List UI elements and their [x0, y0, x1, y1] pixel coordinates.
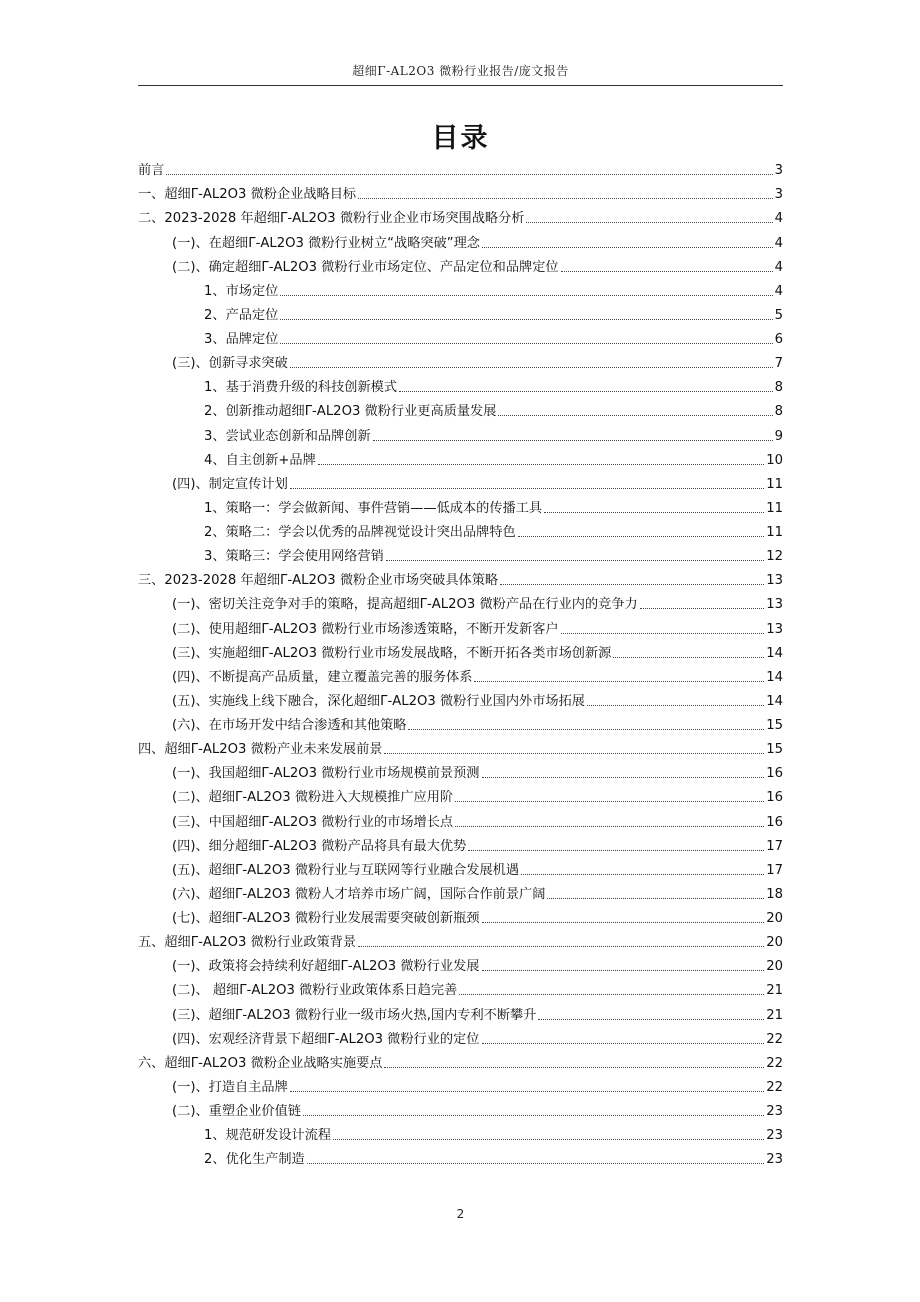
toc-dot-leader	[538, 1019, 764, 1020]
toc-entry-title: (二)、超细Γ-AL2O3 微粉进入大规模推广应用阶	[172, 790, 454, 806]
toc-entry[interactable]	[138, 833, 783, 857]
toc-entry-title: (五)、实施线上线下融合，深化超细Γ-AL2O3 微粉行业国内外市场拓展	[172, 693, 585, 709]
toc-dot-leader	[386, 560, 764, 561]
toc-dot-leader	[482, 247, 773, 248]
toc-entry[interactable]	[138, 688, 783, 712]
toc-entry-page: 15	[766, 742, 783, 758]
toc-entry[interactable]	[138, 1146, 783, 1170]
toc-entry[interactable]	[138, 1026, 783, 1050]
toc-dot-leader	[384, 753, 764, 754]
page-number: 2	[456, 1207, 465, 1221]
toc-entry[interactable]	[138, 857, 783, 881]
toc-entry-title: (一)、在超细Γ-AL2O3 微粉行业树立“战略突破”理念	[172, 235, 480, 251]
toc-entry-page: 13	[766, 573, 783, 589]
header-divider	[138, 85, 783, 86]
toc-entry-page: 4	[774, 259, 783, 275]
toc-entry[interactable]	[138, 422, 783, 446]
toc-entry[interactable]	[138, 1122, 783, 1146]
toc-dot-leader	[290, 1091, 764, 1092]
toc-entry-page: 7	[774, 356, 783, 372]
table-of-contents	[138, 157, 783, 1170]
toc-dot-leader	[280, 343, 772, 344]
toc-dot-leader	[384, 1067, 764, 1068]
page-title: 目录	[431, 123, 490, 154]
toc-entry[interactable]	[138, 254, 783, 278]
toc-entry[interactable]	[138, 1074, 783, 1098]
toc-entry[interactable]	[138, 157, 783, 181]
toc-entry[interactable]	[138, 664, 783, 688]
toc-dot-leader	[373, 440, 773, 441]
toc-dot-leader	[468, 850, 764, 851]
toc-dot-leader	[500, 584, 764, 585]
toc-dot-leader	[613, 657, 764, 658]
toc-dot-leader	[547, 898, 764, 899]
toc-entry-page: 11	[766, 500, 783, 516]
toc-entry-page: 17	[766, 862, 783, 878]
toc-entry-title: (二)、重塑企业价值链	[172, 1104, 301, 1119]
toc-entry-page: 11	[766, 525, 783, 540]
toc-dot-leader	[526, 222, 772, 223]
toc-entry-title: (三)、创新寻求突破	[172, 356, 288, 372]
toc-entry-page: 13	[766, 621, 783, 637]
toc-entry-title: (六)、超细Γ-AL2O3 微粉人才培养市场广阔，国际合作前景广阔	[172, 886, 546, 902]
toc-entry-title: (五)、超细Γ-AL2O3 微粉行业与互联网等行业融合发展机遇	[172, 862, 520, 878]
toc-entry-title: 3、策略三：学会使用网络营销	[204, 549, 384, 565]
toc-entry[interactable]	[138, 736, 783, 760]
toc-entry[interactable]	[138, 519, 783, 543]
toc-dot-leader	[280, 295, 772, 296]
toc-entry-page: 18	[766, 886, 783, 902]
toc-entry-title: (一)、打造自主品牌	[172, 1079, 288, 1095]
toc-dot-leader	[482, 970, 765, 971]
toc-dot-leader	[498, 415, 772, 416]
toc-dot-leader	[455, 826, 764, 827]
toc-entry-page: 8	[774, 404, 783, 420]
toc-entry-page: 22	[766, 1079, 783, 1095]
toc-entry-title: 2、创新推动超细Γ-AL2O3 微粉行业更高质量发展	[204, 404, 497, 420]
toc-entry[interactable]	[138, 1050, 783, 1074]
toc-dot-leader	[561, 271, 773, 272]
toc-entry-page: 15	[766, 718, 783, 733]
toc-entry-title: 1、市场定位	[204, 283, 279, 299]
toc-entry-page: 4	[774, 283, 783, 299]
toc-dot-leader	[333, 1139, 764, 1140]
toc-entry-title: 2、产品定位	[204, 307, 279, 323]
toc-dot-leader	[587, 705, 764, 706]
toc-entry-page: 16	[766, 814, 783, 830]
toc-entry-title: (二)、 超细Γ-AL2O3 微粉行业政策体系日趋完善	[172, 983, 458, 999]
toc-entry-page: 20	[766, 935, 783, 951]
toc-entry-title: (三)、实施超细Γ-AL2O3 微粉行业市场发展战略，不断开拓各类市场创新源	[172, 645, 612, 661]
toc-entry-page: 23	[766, 1104, 783, 1119]
toc-entry[interactable]	[138, 760, 783, 784]
toc-entry[interactable]	[138, 953, 783, 977]
toc-entry-title: 3、品牌定位	[204, 332, 279, 347]
toc-dot-leader	[290, 488, 764, 489]
toc-entry[interactable]	[138, 977, 783, 1001]
toc-entry-title: 1、规范研发设计流程	[204, 1128, 332, 1144]
toc-entry[interactable]	[138, 615, 783, 639]
toc-entry-title: (二)、确定超细Γ-AL2O3 微粉行业市场定位、产品定位和品牌定位	[172, 259, 559, 275]
toc-entry[interactable]	[138, 1001, 783, 1025]
toc-entry[interactable]	[138, 398, 783, 422]
toc-entry[interactable]	[138, 350, 783, 374]
toc-entry[interactable]	[138, 808, 783, 832]
toc-dot-leader	[318, 464, 764, 465]
toc-entry-title: 二、2023-2028 年超细Γ-AL2O3 微粉行业企业市场突围战略分析	[138, 211, 525, 227]
toc-entry-title: 五、超细Γ-AL2O3 微粉行业政策背景	[138, 935, 357, 951]
toc-dot-leader	[358, 198, 773, 199]
toc-dot-leader	[459, 994, 764, 995]
toc-dot-leader	[482, 777, 765, 778]
toc-entry-page: 13	[766, 597, 783, 613]
toc-entry-page: 14	[766, 669, 783, 685]
toc-dot-leader	[303, 1115, 764, 1116]
toc-entry[interactable]	[138, 229, 783, 253]
toc-entry[interactable]	[138, 326, 783, 350]
toc-entry-page: 11	[766, 476, 783, 492]
toc-dot-leader	[474, 681, 764, 682]
toc-entry[interactable]	[138, 929, 783, 953]
toc-entry-page: 10	[766, 452, 783, 468]
toc-entry-page: 9	[774, 428, 783, 444]
toc-dot-leader	[561, 633, 765, 634]
toc-entry-title: 四、超细Γ-AL2O3 微粉产业未来发展前景	[138, 742, 383, 758]
toc-entry[interactable]	[138, 543, 783, 567]
toc-dot-leader	[358, 946, 764, 947]
toc-entry[interactable]	[138, 905, 783, 929]
toc-entry-page: 22	[766, 1055, 783, 1071]
toc-entry[interactable]	[138, 567, 783, 591]
toc-dot-leader	[482, 1043, 765, 1044]
toc-dot-leader	[307, 1163, 765, 1164]
toc-entry-page: 23	[766, 1152, 783, 1168]
toc-entry[interactable]	[138, 712, 783, 736]
toc-entry-page: 16	[766, 766, 783, 782]
toc-entry-title: 2、策略二：学会以优秀的品牌视觉设计突出品牌特色	[204, 525, 516, 540]
toc-entry[interactable]	[138, 495, 783, 519]
toc-entry-title: 六、超细Γ-AL2O3 微粉企业战略实施要点	[138, 1055, 383, 1071]
toc-entry-page: 21	[766, 1007, 783, 1023]
toc-entry-page: 20	[766, 911, 783, 926]
toc-entry-page: 17	[766, 838, 783, 854]
toc-dot-leader	[290, 367, 773, 368]
toc-entry[interactable]	[138, 181, 783, 205]
toc-entry-page: 14	[766, 693, 783, 709]
toc-entry-title: (四)、宏观经济背景下超细Γ-AL2O3 微粉行业的定位	[172, 1031, 480, 1047]
toc-dot-leader	[280, 319, 772, 320]
toc-entry[interactable]	[138, 447, 783, 471]
toc-dot-leader	[399, 391, 773, 392]
toc-entry-title: (四)、不断提高产品质量，建立覆盖完善的服务体系	[172, 669, 473, 685]
toc-entry-page: 22	[766, 1031, 783, 1047]
toc-entry-title: (三)、中国超细Γ-AL2O3 微粉行业的市场增长点	[172, 814, 454, 830]
running-header: 超细Γ-AL2O3 微粉行业报告/庞文报告	[352, 64, 569, 78]
toc-dot-leader	[544, 512, 764, 513]
toc-entry-page: 16	[766, 790, 783, 806]
toc-entry-title: (四)、制定宣传计划	[172, 476, 288, 492]
toc-entry-page: 3	[774, 187, 783, 203]
toc-entry-title: (七)、超细Γ-AL2O3 微粉行业发展需要突破创新瓶颈	[172, 911, 480, 926]
toc-entry-title: (一)、我国超细Γ-AL2O3 微粉行业市场规模前景预测	[172, 766, 480, 782]
toc-entry-page: 21	[766, 983, 783, 999]
toc-entry[interactable]	[138, 640, 783, 664]
toc-entry-page: 12	[766, 549, 783, 565]
toc-entry-page: 5	[774, 307, 783, 323]
toc-entry-title: (六)、在市场开发中结合渗透和其他策略	[172, 718, 407, 733]
toc-entry-page: 6	[774, 332, 783, 347]
toc-entry-title: (一)、密切关注竞争对手的策略，提高超细Γ-AL2O3 微粉产品在行业内的竞争力	[172, 597, 638, 613]
toc-entry[interactable]	[138, 881, 783, 905]
toc-entry-page: 20	[766, 959, 783, 975]
toc-entry[interactable]	[138, 302, 783, 326]
toc-entry-page: 14	[766, 645, 783, 661]
toc-dot-leader	[521, 874, 764, 875]
toc-dot-leader	[408, 729, 764, 730]
toc-entry-title: 三、2023-2028 年超细Γ-AL2O3 微粉企业市场突破具体策略	[138, 573, 499, 589]
toc-entry[interactable]	[138, 1098, 783, 1122]
toc-entry[interactable]	[138, 784, 783, 808]
toc-entry[interactable]	[138, 374, 783, 398]
toc-entry[interactable]	[138, 205, 783, 229]
toc-entry-title: (二)、使用超细Γ-AL2O3 微粉行业市场渗透策略，不断开发新客户	[172, 621, 559, 637]
toc-entry-title: (一)、政策将会持续利好超细Γ-AL2O3 微粉行业发展	[172, 959, 480, 975]
toc-entry-page: 3	[774, 163, 783, 179]
toc-dot-leader	[518, 536, 765, 537]
toc-entry-title: 3、尝试业态创新和品牌创新	[204, 428, 371, 444]
toc-dot-leader	[166, 174, 772, 175]
toc-entry-title: (三)、超细Γ-AL2O3 微粉行业一级市场火热,国内专利不断攀升	[172, 1007, 537, 1023]
toc-entry-title: 2、优化生产制造	[204, 1152, 305, 1168]
toc-entry-title: (四)、细分超细Γ-AL2O3 微粉产品将具有最大优势	[172, 838, 467, 854]
toc-entry-title: 前言	[138, 163, 165, 179]
toc-entry-page: 4	[774, 235, 783, 251]
toc-entry-title: 1、策略一：学会做新闻、事件营销——低成本的传播工具	[204, 500, 543, 516]
toc-dot-leader	[640, 608, 764, 609]
toc-entry[interactable]	[138, 278, 783, 302]
toc-dot-leader	[455, 801, 764, 802]
toc-entry-page: 4	[774, 211, 783, 227]
toc-entry-title: 4、自主创新+品牌	[204, 452, 316, 468]
toc-entry[interactable]	[138, 471, 783, 495]
toc-entry-title: 一、超细Γ-AL2O3 微粉企业战略目标	[138, 187, 357, 203]
toc-entry[interactable]	[138, 591, 783, 615]
toc-entry-page: 8	[774, 380, 783, 396]
toc-dot-leader	[482, 922, 765, 923]
toc-entry-title: 1、基于消费升级的科技创新模式	[204, 380, 398, 396]
toc-entry-page: 23	[766, 1128, 783, 1144]
